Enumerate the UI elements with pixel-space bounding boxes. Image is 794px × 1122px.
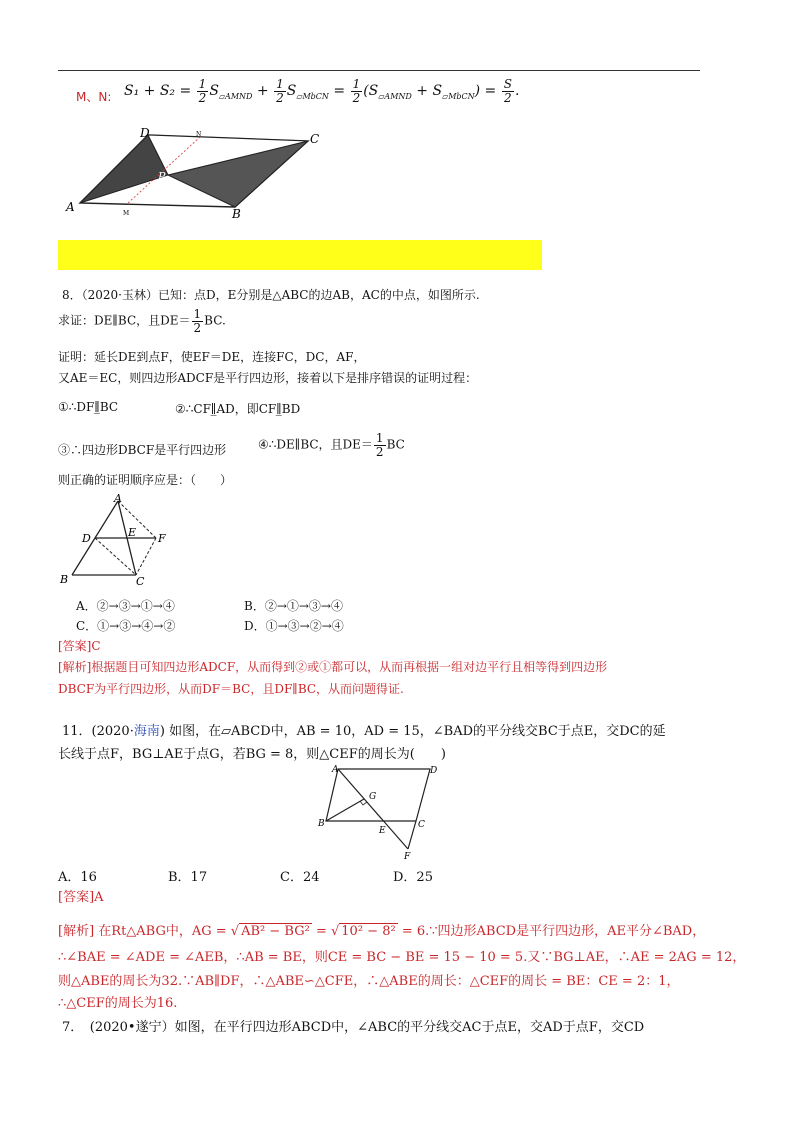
q11-fig-label-f: F (404, 852, 411, 862)
q8-option-d: D．①→③→②→④ (244, 619, 344, 633)
plus-2: + (416, 83, 428, 100)
q8-step3: ③∴四边形DBCF是平行四边形 (58, 443, 227, 457)
fraction-half-2: $\frac{1}{2}$ (276, 77, 284, 105)
q11-analysis-1b: = 6.∵四边形ABCD是平行四边形，AE平分∠BAD， (401, 924, 706, 939)
q11-line1 (62, 720, 666, 739)
q8-fig-label-a: A (114, 493, 122, 505)
q11-analysis-2: ∴∠BAE = ∠ADE = ∠AEB，∴AB = BE，则CE = BC − BE = 15 − 10 = 5.又∵BG⊥AE，∴AE = 2AG = 12， (58, 950, 746, 965)
s-symbol-1: S (209, 83, 219, 100)
q8-step2: ②∴CF∥̲AD，即CF∥̲BD (175, 402, 301, 416)
sub-mbcn-1: ▱MbCN (296, 91, 329, 101)
formula-lhs: S₁ + S₂ = (124, 83, 192, 100)
header-rule (58, 70, 700, 71)
q11-analysis-3: 则△ABE的周长为32.∵AB∥DF，∴△ABE∽△CFE，∴△ABE的周长：△CEF的周长 = BE：CE = 2：1， (58, 974, 680, 989)
equals-1: = (333, 83, 350, 100)
paren-open: (S (363, 83, 379, 100)
q8-analysis-1: [解析]根据题目可知四边形ADCF，从而得到②或①都可以，从而再根据一组对边平行且相等得到四边形 (58, 660, 608, 674)
fig1-label-d: D (140, 126, 150, 140)
q11-option-c: C．24 (280, 870, 320, 885)
q11-sqrt-1: AB² − BG² (241, 924, 310, 939)
q8-fig-label-e: E (128, 526, 137, 539)
parallelogram-figure-1 (60, 125, 330, 220)
q8-line2-b: BC. (204, 313, 226, 328)
q11-fig-label-d: D (430, 766, 438, 776)
fig1-label-p: P (158, 170, 166, 183)
s-symbol-2: S (286, 83, 297, 100)
q8-step4-half: $\frac{1}{2}$ (375, 431, 384, 459)
fig1-label-m: M (123, 210, 130, 217)
q11-line2: 长线于点F，BG⊥AE于点G，若BG = 8，则△CEF的周长为( ) (58, 747, 446, 762)
q11-fig-label-e: E (379, 826, 386, 836)
q8-step4 (258, 432, 405, 458)
q11-fig-label-c: C (418, 820, 425, 830)
q11-option-b: B．17 (168, 870, 208, 885)
q11-option-d: D．25 (393, 870, 433, 885)
sub-amnd-2: ▱AMND (378, 91, 412, 101)
q8-step4-a: ④∴DE∥BC，且DE＝ (258, 437, 373, 452)
mn-label: M、N: (76, 90, 112, 104)
q11-place: 海南 (133, 724, 160, 739)
q11-sqrt-2: 10² − 8² (341, 924, 396, 939)
q11-analysis-1a: [解析] 在Rt△ABG中，AG = (58, 924, 227, 939)
q11-answer: [答案]A (58, 890, 104, 905)
q11-analysis-4: ∴△CEF的周长为16. (58, 996, 178, 1011)
fraction-s-over-2: $\frac{S}{2}$ (503, 77, 512, 105)
highlight-bar (58, 240, 542, 270)
fraction-half-3: $\frac{1}{2}$ (352, 77, 361, 105)
period: . (514, 83, 520, 100)
q8-question: 则正确的证明顺序应是：（ ） (58, 473, 233, 487)
q8-step1: ①∴DF∥̲BC (58, 400, 119, 414)
q8-option-c: C．①→③→④→② (76, 619, 176, 633)
q8-fig-label-c: C (136, 575, 145, 588)
fig1-label-n: N (196, 131, 202, 138)
q8-option-a: A．②→③→①→④ (76, 599, 175, 613)
q8-step4-b: BC (386, 437, 405, 452)
q8-fig-label-b: B (60, 573, 69, 586)
q7-line1: 7． (2020•遂宁）如图，在平行四边形ABCD中，∠ABC的平分线交AC于点E，交AD于点F，交CD (62, 1020, 645, 1035)
q8-line2 (58, 308, 226, 334)
q8-analysis-2: DBCF为平行四边形，从而DF＝BC，且DF∥BC，从而问题得证. (58, 682, 404, 696)
q11-eq: = (315, 924, 327, 939)
q11-option-a: A．16 (58, 870, 97, 885)
sub-amnd-1: ▱AMND (218, 91, 253, 101)
q8-fig-label-f: F (158, 532, 166, 545)
paren-close: ) = (474, 83, 497, 100)
q8-option-b: B．②→①→③→④ (244, 599, 343, 613)
parallelogram-figure-q11 (316, 763, 442, 863)
q8-fig-label-d: D (82, 532, 91, 545)
q11-line1-a: 11．(2020· (62, 724, 134, 739)
fig1-label-c: C (310, 132, 320, 146)
q8-line1: 8．（2020·玉林）已知：点D，E分别是△ABC的边AB，AC的中点，如图所示. (62, 288, 480, 302)
fig1-label-a: A (66, 200, 75, 214)
triangle-figure-q8 (58, 493, 178, 588)
q8-line3: 证明：延长DE到点F，使EF＝DE，连接FC，DC，AF， (58, 350, 366, 364)
area-formula (124, 78, 519, 104)
q8-line4: 又AE＝EC，则四边形ADCF是平行四边形，接着以下是排序错误的证明过程： (58, 371, 478, 385)
q11-line1-b: ) 如图，在▱ABCD中，AB = 10，AD = 15，∠BAD的平分线交BC于点E，交DC的延 (159, 724, 666, 739)
q8-line2-a: 求证：DE∥BC，且DE＝ (58, 313, 191, 328)
q11-fig-label-a: A (332, 765, 339, 775)
q8-half: $\frac{1}{2}$ (193, 307, 202, 335)
q11-fig-label-b: B (318, 819, 325, 829)
fraction-half-1: $\frac{1}{2}$ (198, 77, 207, 105)
q11-fig-label-g: G (369, 792, 377, 802)
s-symbol-3: S (432, 83, 443, 100)
q11-analysis-1: [解析] 在Rt△ABG中，AG = √ AB² − BG² = √ 10² − 8² = 6.∵四边形ABCD是平行四边形，AE平分∠BAD， (58, 924, 706, 939)
plus-1: + (256, 83, 269, 100)
q8-answer: [答案]C (58, 639, 101, 653)
sub-mbcn-2: ▱MbCN (442, 91, 475, 101)
fig1-label-b: B (232, 207, 241, 220)
